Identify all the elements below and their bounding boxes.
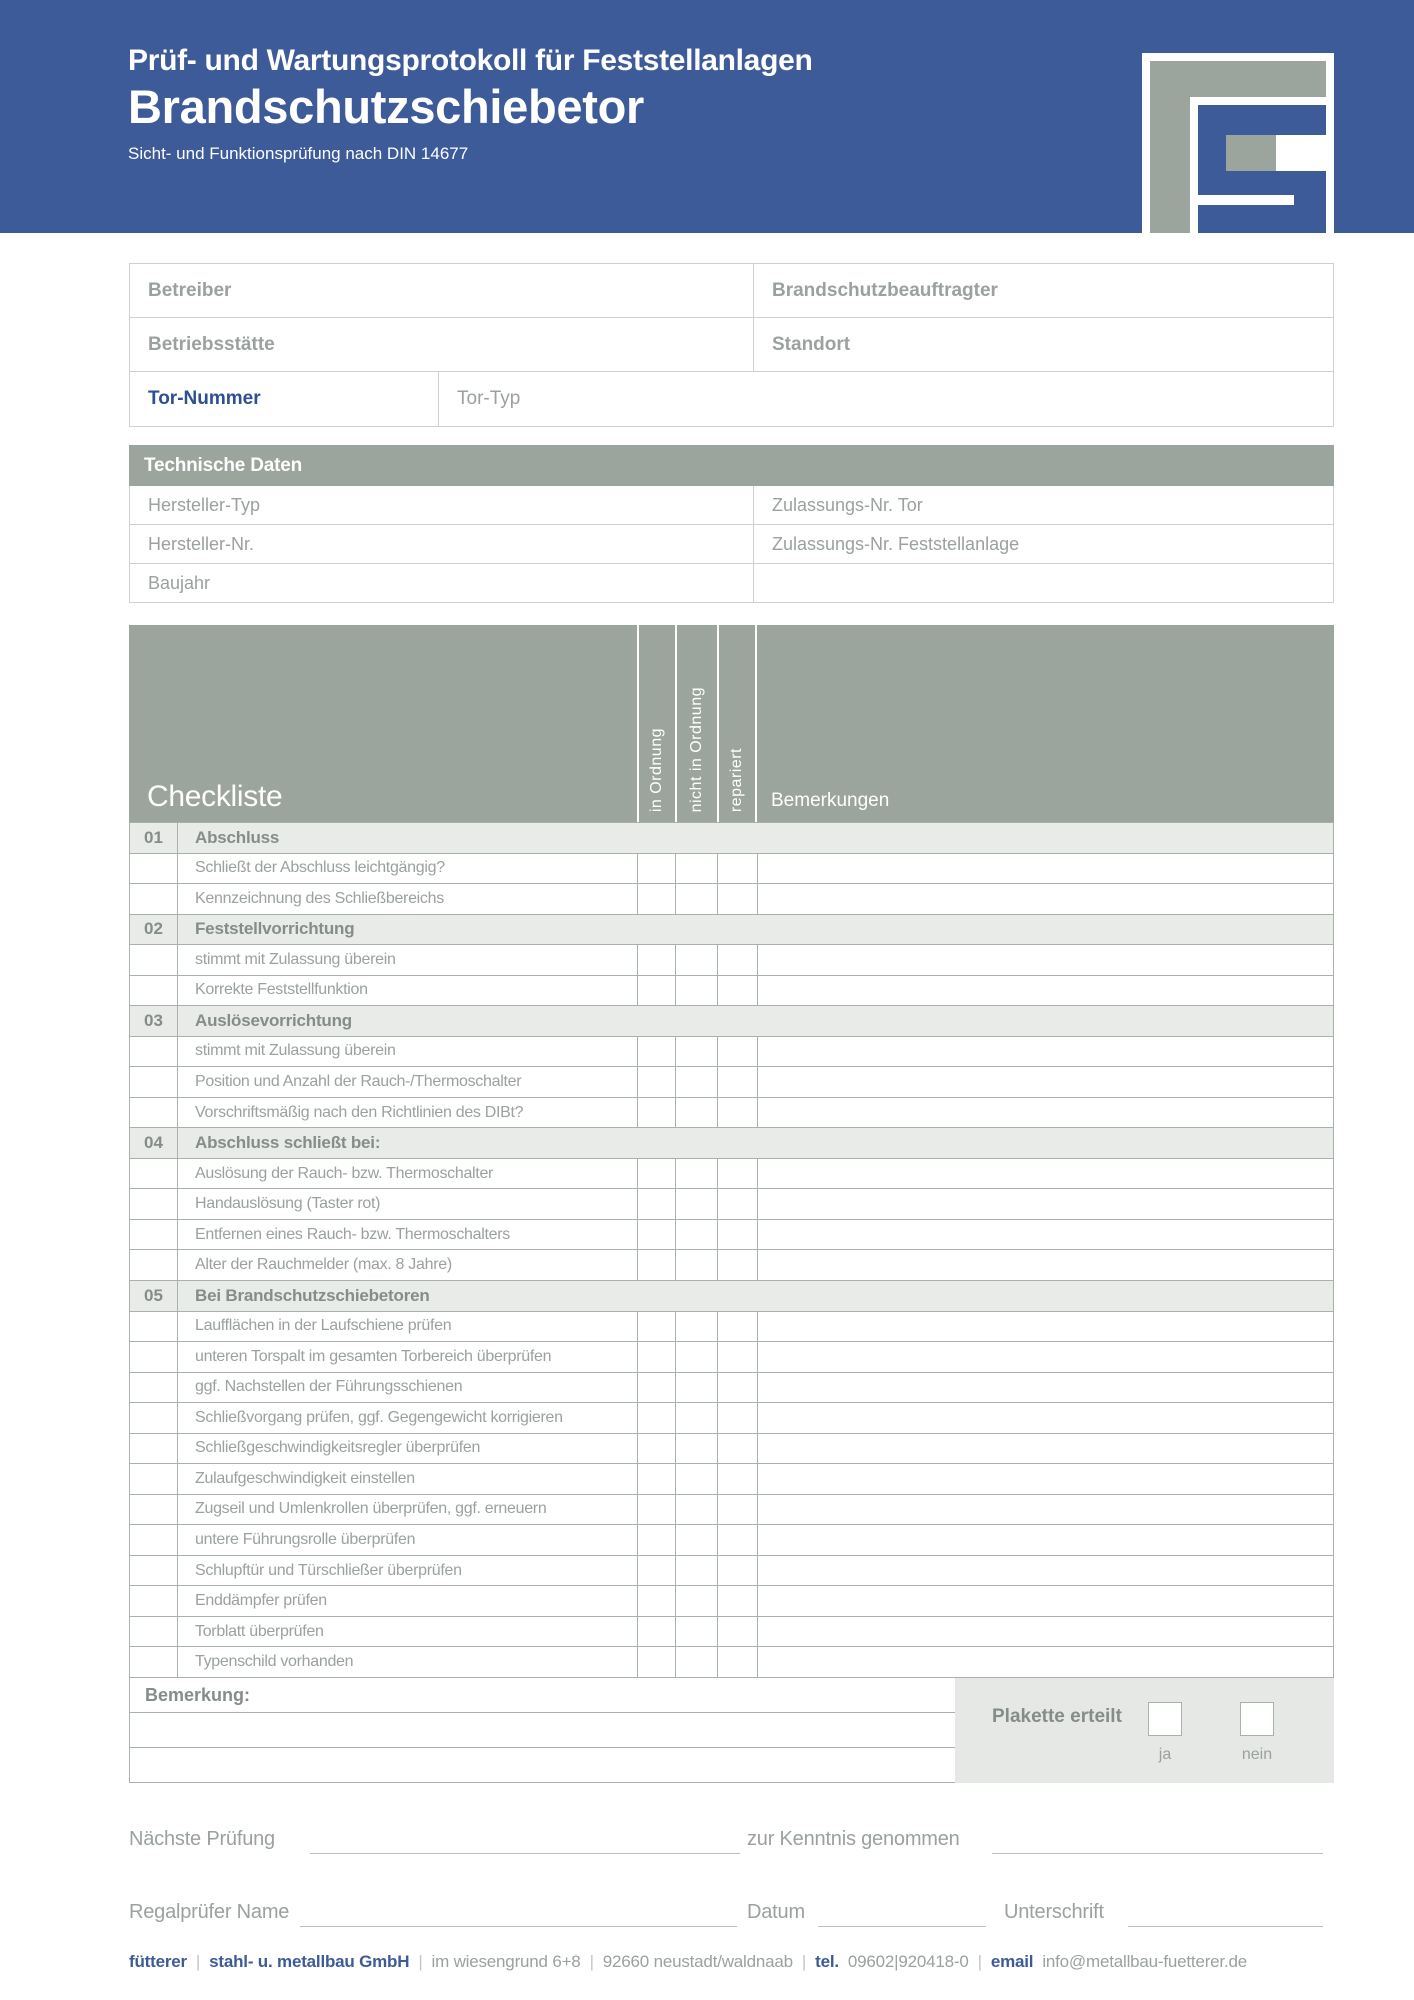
inspector-name-label: Regalprüfer Name — [129, 1901, 290, 1923]
remarks-cell[interactable] — [758, 1250, 1333, 1280]
checkbox-repariert[interactable] — [718, 1312, 758, 1342]
checkbox-nicht-in-ordnung[interactable] — [676, 1037, 718, 1067]
item-label: Schließvorgang prüfen, ggf. Gegengewicht korrigieren — [178, 1403, 638, 1433]
remarks-cell[interactable] — [758, 1098, 1333, 1128]
checkbox-nicht-in-ordnung[interactable] — [676, 1312, 718, 1342]
item-number-cell — [130, 1617, 178, 1647]
header-banner — [0, 0, 1414, 233]
checklist-item-row — [130, 1341, 1333, 1372]
remarks-cell[interactable] — [758, 1586, 1333, 1616]
checkbox-in-ordnung[interactable] — [638, 1464, 676, 1494]
item-number-cell — [130, 854, 178, 884]
checkbox-in-ordnung[interactable] — [638, 1586, 676, 1616]
checklist-item-row — [130, 1036, 1333, 1067]
checkbox-in-ordnung[interactable] — [638, 1312, 676, 1342]
checklist-item-row — [130, 1158, 1333, 1189]
item-label: Typenschild vorhanden — [178, 1647, 638, 1677]
checkbox-in-ordnung[interactable] — [638, 1220, 676, 1250]
checkbox-nicht-in-ordnung[interactable] — [676, 884, 718, 914]
item-number-cell — [130, 1098, 178, 1128]
remarks-cell[interactable] — [758, 1189, 1333, 1219]
next-check-line[interactable] — [310, 1830, 740, 1854]
column-header-text: in Ordnung — [648, 727, 665, 812]
item-label: Zulaufgeschwindigkeit einstellen — [178, 1464, 638, 1494]
checklist-table — [129, 822, 1334, 1678]
checkbox-nicht-in-ordnung[interactable] — [676, 854, 718, 884]
checkbox-nicht-in-ordnung[interactable] — [676, 945, 718, 975]
footer-segment: stahl- u. metallbau GmbH — [209, 1952, 410, 1971]
inspector-name-line[interactable] — [300, 1903, 737, 1927]
section-title: Feststellvorrichtung — [195, 919, 355, 939]
checkbox-in-ordnung[interactable] — [638, 1098, 676, 1128]
item-label: Torblatt überprüfen — [178, 1617, 638, 1647]
item-number-cell — [130, 1556, 178, 1586]
item-number-cell — [130, 1373, 178, 1403]
remarks-section — [129, 1678, 1334, 1783]
checklist-section-row — [130, 1005, 1333, 1036]
remarks-lines — [129, 1678, 955, 1783]
column-header-text: nicht in Ordnung — [688, 686, 705, 812]
remarks-cell[interactable] — [758, 1373, 1333, 1403]
item-label: Zugseil und Umlenkrollen überprüfen, ggf. erneuern — [178, 1495, 638, 1525]
section-number: 02 — [130, 915, 178, 945]
section-number: 01 — [130, 823, 178, 853]
column-header-nicht-in-ordnung — [675, 625, 717, 822]
technical-data-table — [129, 486, 1334, 603]
checkbox-in-ordnung[interactable] — [638, 1403, 676, 1433]
tech-field-empty[interactable] — [754, 564, 1333, 602]
remarks-cell[interactable] — [758, 976, 1333, 1006]
checkbox-repariert[interactable] — [718, 1220, 758, 1250]
item-label: Alter der Rauchmelder (max. 8 Jahre) — [178, 1250, 638, 1280]
checklist-item-row — [130, 1585, 1333, 1616]
plakette-ja-checkbox[interactable] — [1148, 1702, 1182, 1736]
item-label: ggf. Nachstellen der Führungsschienen — [178, 1373, 638, 1403]
item-number-cell — [130, 1189, 178, 1219]
item-label: Laufflächen in der Laufschiene prüfen — [178, 1312, 638, 1342]
checkbox-repariert[interactable] — [718, 976, 758, 1006]
remarks-cell[interactable] — [758, 854, 1333, 884]
item-label: Schlupftür und Türschließer überprüfen — [178, 1556, 638, 1586]
checkbox-nicht-in-ordnung[interactable] — [676, 1647, 718, 1677]
checkbox-repariert[interactable] — [718, 1342, 758, 1372]
meta-field-tor-nummer[interactable]: Tor-Nummer — [130, 372, 439, 426]
remarks-cell[interactable] — [758, 1159, 1333, 1189]
checkbox-in-ordnung[interactable] — [638, 1189, 676, 1219]
header-text-block — [128, 44, 813, 164]
remarks-cell[interactable] — [758, 1495, 1333, 1525]
checkbox-in-ordnung[interactable] — [638, 1373, 676, 1403]
checkbox-in-ordnung[interactable] — [638, 884, 676, 914]
footer-segment: info@metallbau-fuetterer.de — [1042, 1952, 1247, 1971]
checklist-item-row — [130, 1219, 1333, 1250]
remarks-cell[interactable] — [758, 1220, 1333, 1250]
checkbox-repariert[interactable] — [718, 1067, 758, 1097]
item-label: Enddämpfer prüfen — [178, 1586, 638, 1616]
item-number-cell — [130, 1159, 178, 1189]
checkbox-repariert[interactable] — [718, 1586, 758, 1616]
remarks-column-header: Bemerkungen — [771, 790, 890, 811]
checkbox-nicht-in-ordnung[interactable] — [676, 1342, 718, 1372]
checkbox-repariert[interactable] — [718, 1617, 758, 1647]
footer-separator: | — [977, 1952, 982, 1971]
checkbox-repariert[interactable] — [718, 1037, 758, 1067]
item-number-cell — [130, 1312, 178, 1342]
item-label: Position und Anzahl der Rauch-/Thermoschalter — [178, 1067, 638, 1097]
footer-separator: | — [589, 1952, 594, 1971]
checkbox-in-ordnung[interactable] — [638, 1250, 676, 1280]
item-number-cell — [130, 1037, 178, 1067]
checklist-item-row — [130, 1433, 1333, 1464]
item-number-cell — [130, 884, 178, 914]
remarks-cell[interactable] — [758, 1647, 1333, 1677]
checkbox-nicht-in-ordnung[interactable] — [676, 1525, 718, 1555]
checkbox-in-ordnung[interactable] — [638, 1495, 676, 1525]
remarks-cell[interactable] — [758, 945, 1333, 975]
form-subtitle: Sicht- und Funktionsprüfung nach DIN 14677 — [128, 144, 469, 163]
checkbox-nicht-in-ordnung[interactable] — [676, 1556, 718, 1586]
plakette-nein-checkbox[interactable] — [1240, 1702, 1274, 1736]
checklist-section-row — [130, 1280, 1333, 1311]
checkbox-repariert[interactable] — [718, 1189, 758, 1219]
remarks-write-line[interactable] — [130, 1713, 955, 1748]
plakette-ja-label: ja — [1158, 1746, 1172, 1763]
checklist-item-row — [130, 975, 1333, 1006]
item-number-cell — [130, 1464, 178, 1494]
checkbox-in-ordnung[interactable] — [638, 1159, 676, 1189]
item-number-cell — [130, 976, 178, 1006]
checklist-item-row — [130, 1616, 1333, 1647]
checkbox-in-ordnung[interactable] — [638, 1037, 676, 1067]
meta-row — [130, 318, 1333, 372]
checklist-item-row — [130, 1066, 1333, 1097]
meta-field-standort[interactable]: Standort — [772, 333, 851, 355]
meta-table — [129, 263, 1334, 427]
item-number-cell — [130, 1495, 178, 1525]
checkbox-nicht-in-ordnung[interactable] — [676, 1586, 718, 1616]
checkbox-repariert[interactable] — [718, 1556, 758, 1586]
item-number-cell — [130, 1525, 178, 1555]
section-number: 04 — [130, 1128, 178, 1158]
checkbox-repariert[interactable] — [718, 945, 758, 975]
plakette-box — [955, 1678, 1334, 1783]
checklist-item-row — [130, 1097, 1333, 1128]
checkbox-repariert[interactable] — [718, 1434, 758, 1464]
meta-row — [130, 372, 1333, 426]
column-header-text: repariert — [728, 747, 745, 812]
section-title: Auslösevorrichtung — [195, 1010, 352, 1030]
tech-field-zulassungs-nr-tor[interactable]: Zulassungs-Nr. Tor — [772, 494, 923, 515]
meta-field-brandschutzbeauftragter[interactable]: Brandschutzbeauftragter — [772, 279, 998, 301]
remarks-cell[interactable] — [758, 1067, 1333, 1097]
checkbox-repariert[interactable] — [718, 1373, 758, 1403]
footer-segment: tel. — [815, 1952, 839, 1971]
checkbox-repariert[interactable] — [718, 1495, 758, 1525]
checkbox-repariert[interactable] — [718, 1250, 758, 1280]
checkbox-repariert[interactable] — [718, 1525, 758, 1555]
company-logo — [1142, 53, 1334, 233]
checkbox-repariert[interactable] — [718, 1647, 758, 1677]
checkbox-nicht-in-ordnung[interactable] — [676, 1067, 718, 1097]
item-number-cell — [130, 945, 178, 975]
remarks-label: Bemerkung: — [145, 1685, 251, 1705]
footer-separator: | — [195, 1952, 201, 1971]
item-label: Vorschriftsmäßig nach den Richtlinien des DIBt? — [178, 1098, 638, 1128]
footer-segment: 92660 neustadt/waldnaab — [602, 1952, 793, 1971]
checklist-item-row — [130, 883, 1333, 914]
checkbox-in-ordnung[interactable] — [638, 1434, 676, 1464]
checklist-header — [129, 625, 1334, 822]
item-label: Handauslösung (Taster rot) — [178, 1189, 638, 1219]
acknowledged-label: zur Kenntnis genommen — [747, 1828, 960, 1850]
tech-field-hersteller-typ[interactable]: Hersteller-Typ — [130, 486, 754, 524]
checkbox-nicht-in-ordnung[interactable] — [676, 1403, 718, 1433]
checklist-item-row — [130, 1311, 1333, 1342]
checkbox-in-ordnung[interactable] — [638, 1556, 676, 1586]
meta-field-betriebsst-tte[interactable]: Betriebsstätte — [130, 318, 754, 371]
item-number-cell — [130, 1647, 178, 1677]
checklist-item-row — [130, 1463, 1333, 1494]
checkbox-repariert[interactable] — [718, 1159, 758, 1189]
footer-segment: email — [990, 1952, 1034, 1971]
remarks-label-row — [130, 1678, 955, 1713]
checkbox-repariert[interactable] — [718, 1098, 758, 1128]
plakette-nein-label: nein — [1241, 1746, 1273, 1763]
item-label: Kennzeichnung des Schließbereichs — [178, 884, 638, 914]
section-number: 05 — [130, 1281, 178, 1311]
item-label: Korrekte Feststellfunktion — [178, 976, 638, 1006]
checkbox-in-ordnung[interactable] — [638, 854, 676, 884]
date-line[interactable] — [818, 1903, 986, 1927]
checkbox-nicht-in-ordnung[interactable] — [676, 1495, 718, 1525]
checkbox-in-ordnung[interactable] — [638, 1067, 676, 1097]
checklist-section-row — [130, 914, 1333, 945]
checklist-item-row — [130, 853, 1333, 884]
checklist-section-row — [130, 1127, 1333, 1158]
checkbox-repariert[interactable] — [718, 884, 758, 914]
item-number-cell — [130, 1403, 178, 1433]
signature-label: Unterschrift — [1004, 1901, 1104, 1923]
checklist-item-row — [130, 1494, 1333, 1525]
remarks-cell[interactable] — [758, 1037, 1333, 1067]
item-number-cell — [130, 1067, 178, 1097]
remarks-write-line[interactable] — [130, 1748, 955, 1783]
item-number-cell — [130, 1342, 178, 1372]
item-label: Auslösung der Rauch- bzw. Thermoschalter — [178, 1159, 638, 1189]
technical-data-header: Technische Daten — [129, 445, 1334, 486]
remarks-cell[interactable] — [758, 1342, 1333, 1372]
checkbox-nicht-in-ordnung[interactable] — [676, 1220, 718, 1250]
fs-monogram-icon — [1142, 53, 1334, 233]
footer-segment: im wiesengrund 6+8 — [431, 1952, 581, 1971]
checklist-title: Checkliste — [147, 780, 283, 813]
item-number-cell — [130, 1220, 178, 1250]
date-label: Datum — [747, 1901, 805, 1923]
checkbox-in-ordnung[interactable] — [638, 1647, 676, 1677]
section-title: Bei Brandschutzschiebetoren — [195, 1285, 430, 1305]
checkbox-nicht-in-ordnung[interactable] — [676, 1159, 718, 1189]
checkbox-in-ordnung[interactable] — [638, 945, 676, 975]
remarks-cell[interactable] — [758, 1312, 1333, 1342]
column-header-in-ordnung — [637, 625, 675, 822]
tech-field-hersteller-nr-[interactable]: Hersteller-Nr. — [130, 525, 754, 563]
checkbox-nicht-in-ordnung[interactable] — [676, 1098, 718, 1128]
remarks-cell[interactable] — [758, 1434, 1333, 1464]
technical-row — [130, 486, 1333, 525]
checkbox-nicht-in-ordnung[interactable] — [676, 1464, 718, 1494]
plakette-label: Plakette erteilt — [992, 1706, 1122, 1727]
checkbox-repariert[interactable] — [718, 1464, 758, 1494]
acknowledged-line[interactable] — [992, 1830, 1323, 1854]
meta-field-tor-typ[interactable]: Tor-Typ — [457, 388, 521, 409]
section-number: 03 — [130, 1006, 178, 1036]
column-header-repariert — [717, 625, 757, 822]
checklist-item-row — [130, 1188, 1333, 1219]
tech-field-baujahr[interactable]: Baujahr — [130, 564, 754, 602]
remarks-cell[interactable] — [758, 1464, 1333, 1494]
checkbox-nicht-in-ordnung[interactable] — [676, 1373, 718, 1403]
checklist-item-row — [130, 1402, 1333, 1433]
checklist-item-row — [130, 944, 1333, 975]
checkbox-nicht-in-ordnung[interactable] — [676, 1617, 718, 1647]
item-label: stimmt mit Zulassung überein — [178, 1037, 638, 1067]
technical-row — [130, 525, 1333, 564]
checklist-item-row — [130, 1524, 1333, 1555]
checklist-item-row — [130, 1646, 1333, 1677]
checkbox-in-ordnung[interactable] — [638, 1617, 676, 1647]
item-label: Entfernen eines Rauch- bzw. Thermoschalters — [178, 1220, 638, 1250]
checkbox-nicht-in-ordnung[interactable] — [676, 1250, 718, 1280]
checklist-item-row — [130, 1555, 1333, 1586]
meta-row — [130, 264, 1333, 318]
item-number-cell — [130, 1434, 178, 1464]
checkbox-in-ordnung[interactable] — [638, 1525, 676, 1555]
checklist-section-row — [130, 822, 1333, 853]
form-title: Brandschutzschiebetor — [128, 80, 645, 133]
checkbox-nicht-in-ordnung[interactable] — [676, 1189, 718, 1219]
remarks-cell[interactable] — [758, 1403, 1333, 1433]
checkbox-nicht-in-ordnung[interactable] — [676, 1434, 718, 1464]
next-check-label: Nächste Prüfung — [129, 1828, 275, 1850]
item-label: Schließgeschwindigkeitsregler überprüfen — [178, 1434, 638, 1464]
item-label: unteren Torspalt im gesamten Torbereich überprüfen — [178, 1342, 638, 1372]
technical-row — [130, 564, 1333, 603]
footer-segment: fütterer — [129, 1952, 187, 1971]
footer-separator: | — [418, 1952, 423, 1971]
checkbox-in-ordnung[interactable] — [638, 976, 676, 1006]
signature-line[interactable] — [1128, 1903, 1323, 1927]
meta-field-betreiber[interactable]: Betreiber — [130, 264, 754, 317]
footer-separator: | — [801, 1952, 807, 1971]
checkbox-in-ordnung[interactable] — [638, 1342, 676, 1372]
form-suptitle: Prüf- und Wartungsprotokoll für Feststellanlagen — [128, 44, 813, 77]
checkbox-nicht-in-ordnung[interactable] — [676, 976, 718, 1006]
checkbox-repariert[interactable] — [718, 854, 758, 884]
item-number-cell — [130, 1250, 178, 1280]
footer-contact-line — [129, 1952, 1334, 1972]
section-title: Abschluss schließt bei: — [195, 1133, 381, 1153]
item-label: Schließt der Abschluss leichtgängig? — [178, 854, 638, 884]
remarks-cell[interactable] — [758, 1617, 1333, 1647]
footer-segment: 09602|920418-0 — [847, 1952, 969, 1971]
remarks-cell[interactable] — [758, 1556, 1333, 1586]
remarks-cell[interactable] — [758, 1525, 1333, 1555]
item-label: untere Führungsrolle überprüfen — [178, 1525, 638, 1555]
checkbox-repariert[interactable] — [718, 1403, 758, 1433]
item-label: stimmt mit Zulassung überein — [178, 945, 638, 975]
checklist-item-row — [130, 1249, 1333, 1280]
checklist-item-row — [130, 1372, 1333, 1403]
remarks-cell[interactable] — [758, 884, 1333, 914]
item-number-cell — [130, 1586, 178, 1616]
section-title: Abschluss — [195, 827, 280, 847]
tech-field-zulassungs-nr-feststellanlage[interactable]: Zulassungs-Nr. Feststellanlage — [772, 533, 1020, 554]
